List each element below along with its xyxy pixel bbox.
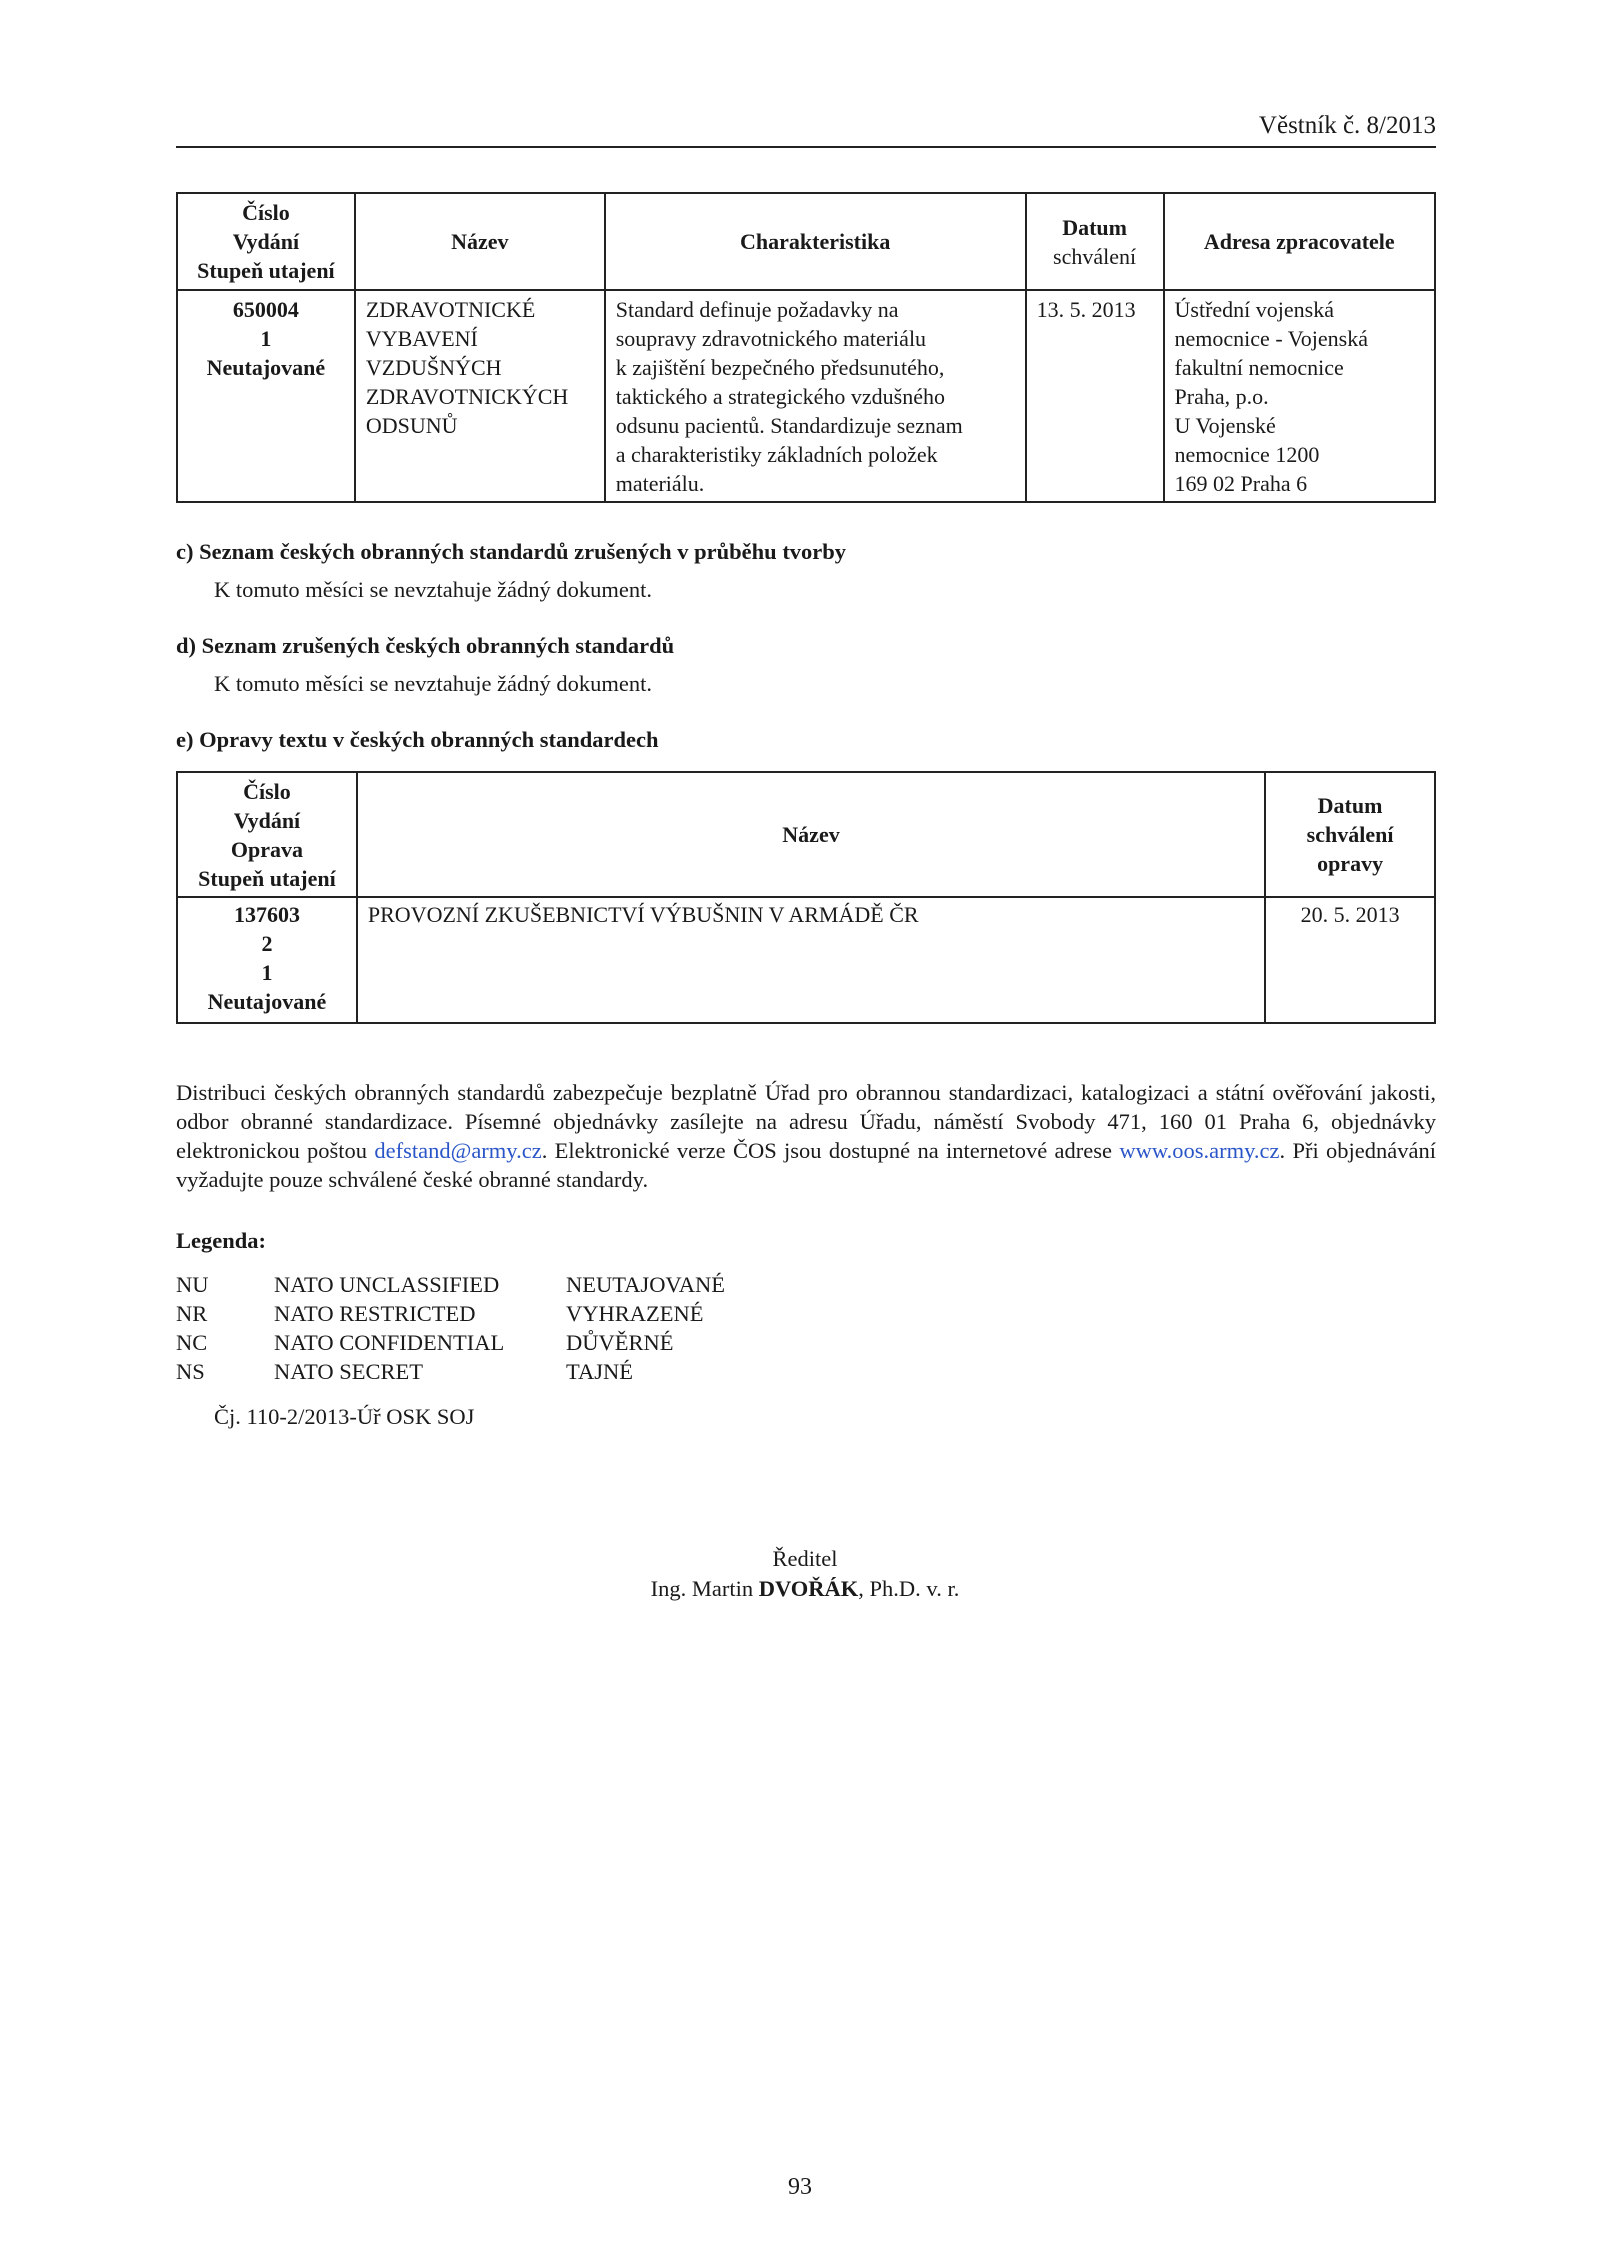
header-adresa: Adresa zpracovatele [1164,193,1435,290]
table-row [177,290,1435,502]
header-cislo: Číslo Vydání Oprava Stupeň utajení [177,772,357,897]
corrections-table [176,771,1436,1024]
journal-title: Věstník č. 8/2013 [1258,112,1436,139]
cell-adresa: Ústřední vojenská nemocnice - Vojenská fakultní nemocnice Praha, p.o. U Vojenské nemocnice 1200 169 02 Praha 6 [1164,290,1435,502]
website-link[interactable]: www.oos.army.cz [1119,1138,1280,1163]
header-cislo: Číslo Vydání Stupeň utajení [177,193,355,290]
signature-name: Ing. Martin DVOŘÁK, Ph.D. v. r. [650,1576,960,1601]
header-nazev: Název [355,193,605,290]
cell-datum: 13. 5. 2013 [1026,290,1164,502]
cell-cislo: 137603 2 1 Neutajované [177,897,357,1023]
section-c-heading: c) Seznam českých obranných standardů zrušených v průběhu tvorby [176,539,847,564]
page-number: 93 [788,2174,812,2200]
table-header-row [177,193,1435,290]
page-header [176,112,1436,148]
distribution-paragraph: Distribuci českých obranných standardů zabezpečuje bezplatně Úřad pro obrannou standardizaci, katalogizaci a státní ověřování jakosti, odbor obranné standardizace. Písemné objednávky zasílejte na adresu Úřadu, náměstí Svobody 471, 160 01 Praha 6, objednávky elektronickou poštou defstand@army.cz. Elektronické verze ČOS jsou dostupné na internetové adrese www.oos.army.cz. Při objednávání vyžadujte pouze schválené české obranné standardy. [176,1080,1436,1192]
header-charakteristika: Charakteristika [605,193,1026,290]
header-datum: Datum schválení [1026,193,1164,290]
table-header-row [177,772,1435,897]
section-e-heading: e) Opravy textu v českých obranných standardech [176,727,659,752]
cell-nazev: ZDRAVOTNICKÉ VYBAVENÍ VZDUŠNÝCH ZDRAVOTNICKÝCH ODSUNŮ [355,290,605,502]
signature-role: Ředitel [772,1546,838,1571]
table-row [177,897,1435,1023]
reference-number: Čj. 110-2/2013-Úř OSK SOJ [214,1404,475,1429]
header-nazev: Název [357,772,1265,897]
cell-cislo: 650004 1 Neutajované [177,290,355,502]
standards-table [176,192,1436,503]
cell-datum: 20. 5. 2013 [1265,897,1435,1023]
legend-title: Legenda: [176,1228,266,1253]
email-link[interactable]: defstand@army.cz [374,1138,542,1163]
section-d-text: K tomuto měsíci se nevztahuje žádný dokument. [214,671,653,696]
section-c-text: K tomuto měsíci se nevztahuje žádný dokument. [214,577,653,602]
header-datum: Datum schválení opravy [1265,772,1435,897]
cell-charakteristika: Standard definuje požadavky na soupravy zdravotnického materiálu k zajištění bezpečného předsunutého, taktického a strategického vzdušného odsunu pacientů. Standardizuje seznam a charakteristiky základních položek materiálu. [605,290,1026,502]
section-d-heading: d) Seznam zrušených českých obranných standardů [176,633,675,658]
cell-nazev: PROVOZNÍ ZKUŠEBNICTVÍ VÝBUŠNIN V ARMÁDĚ ČR [357,897,1265,1023]
